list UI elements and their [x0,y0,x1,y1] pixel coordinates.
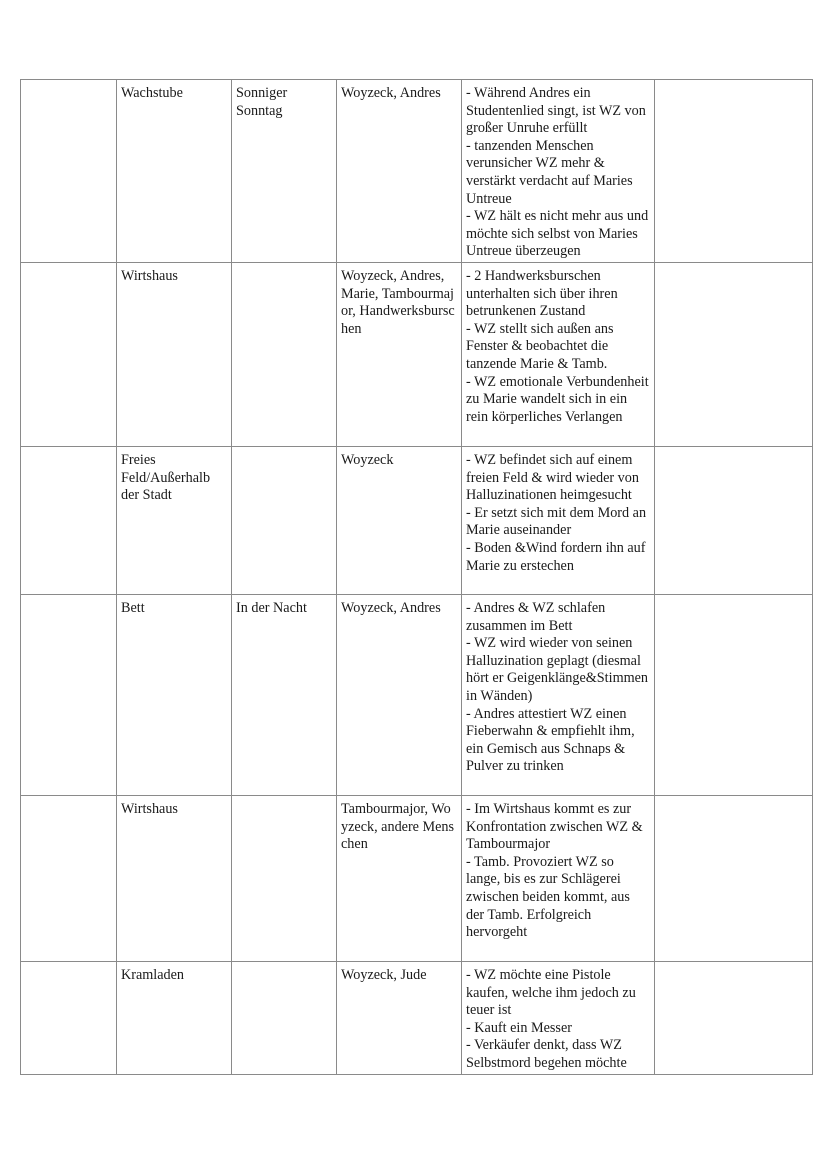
cell-place: Kramladen [117,962,232,1075]
content-line: - WZ emotionale Verbundenheit zu Marie wandelt sich in ein rein körperliches Verlangen [466,373,649,425]
content-line: - WZ stellt sich außen ans Fenster & beobachtet die tanzende Marie & Tamb. [466,320,614,372]
cell-empty-left [21,80,117,263]
cell-persons: Woyzeck, Jude [337,962,462,1075]
cell-content [462,796,655,962]
cell-persons: Woyzeck [337,447,462,595]
cell-empty-right [655,595,813,796]
content-line: - Im Wirtshaus kommt es zur Konfrontation zwischen WZ & Tambourmajor [466,801,643,853]
cell-content [462,263,655,447]
cell-place: Wirtshaus [117,263,232,447]
table-row [21,447,813,595]
cell-content [462,962,655,1075]
cell-content [462,447,655,595]
content-line: - WZ wird wieder von seinen Halluzination geplagt (diesmal hört er Geigenklänge&Stimmen in Wänden) [466,635,649,704]
content-line: - Verkäufer denkt, dass WZ Selbstmord begehen möchte [466,1037,627,1071]
cell-time [232,962,337,1075]
content-line: - Andres attestiert WZ einen Fieberwahn & empfiehlt ihm, ein Gemisch aus Schnaps & Pulver zu trinken [466,705,635,775]
table-row [21,263,813,447]
content-line: - Während Andres ein Studentenlied singt, ist WZ von großer Unruhe erfüllt [466,85,646,137]
cell-time [232,263,337,447]
table-row [21,80,813,263]
scene-table [20,79,813,1075]
cell-empty-left [21,447,117,595]
content-line: - WZ hält es nicht mehr aus und möchte sich selbst von Maries Untreue überzeugen [466,208,649,260]
table-row [21,796,813,962]
cell-content [462,595,655,796]
cell-empty-right [655,447,813,595]
table-row [21,962,813,1075]
cell-empty-left [21,263,117,447]
content-line: - tanzenden Menschen verunsicher WZ mehr & verstärkt verdacht auf Maries Untreue [466,137,633,207]
content-line: - Er setzt sich mit dem Mord an Marie auseinander [466,504,647,539]
cell-content [462,80,655,263]
cell-time [232,796,337,962]
cell-empty-right [655,263,813,447]
table-row [21,595,813,796]
content-line: - WZ befindet sich auf einem freien Feld & wird wieder von Halluzinationen heimgesucht [466,452,639,504]
cell-persons: Woyzeck, Andres [337,595,462,796]
content-line: - 2 Handwerksburschen unterhalten sich über ihren betrunkenen Zustand [466,268,618,320]
content-line: - WZ möchte eine Pistole kaufen, welche ihm jedoch zu teuer ist [466,967,636,1019]
content-line: - Andres & WZ schlafen zusammen im Bett [466,600,606,634]
cell-empty-left [21,595,117,796]
cell-persons: Woyzeck, Andres, Marie, Tambourmajor, Handwerksburschen [337,263,462,447]
content-line: - Kauft ein Messer [466,1019,572,1036]
cell-place: Wirtshaus [117,796,232,962]
cell-empty-right [655,796,813,962]
cell-time: In der Nacht [232,595,337,796]
cell-place: Bett [117,595,232,796]
cell-time: Sonniger Sonntag [232,80,337,263]
cell-time [232,447,337,595]
content-line: - Boden &Wind fordern ihn auf Marie zu erstechen [466,539,646,574]
cell-empty-left [21,796,117,962]
content-line: - Tamb. Provoziert WZ so lange, bis es zur Schlägerei zwischen beiden kommt, aus der Tamb. Erfolgreich hervorgeht [466,853,630,941]
cell-persons: Woyzeck, Andres [337,80,462,263]
cell-empty-right [655,80,813,263]
cell-place: Freies Feld/Außerhalb der Stadt [117,447,232,595]
cell-empty-right [655,962,813,1075]
cell-persons: Tambourmajor, Woyzeck, andere Menschen [337,796,462,962]
cell-empty-left [21,962,117,1075]
cell-place: Wachstube [117,80,232,263]
